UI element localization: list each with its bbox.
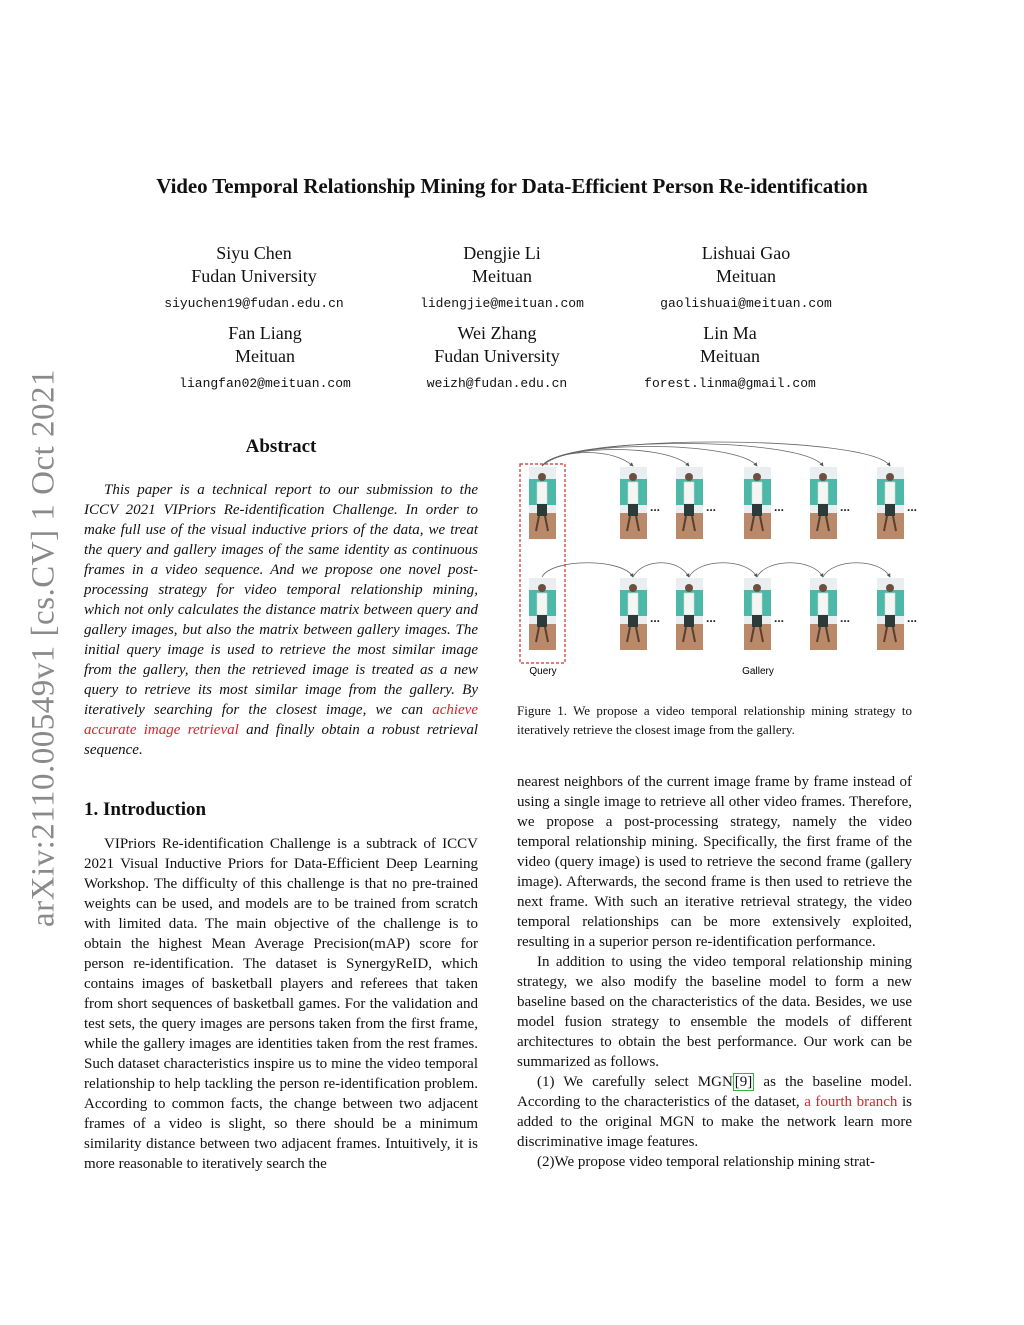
author-email: gaolishuai@meituan.com — [660, 296, 832, 311]
author-affiliation: Meituan — [700, 346, 760, 366]
arxiv-sidebar-id: arXiv:2110.00549v1 [cs.CV] 1 Oct 2021 — [25, 368, 62, 928]
author-block — [600, 322, 860, 391]
ellipsis-marker: ... — [706, 611, 717, 625]
author-email: liangfan02@meituan.com — [179, 376, 351, 391]
intro-paragraph: VIPriors Re-identification Challenge is a subtrack of ICCV 2021 Visual Inductive Priors for Data-Efficient Deep Learning Workshop. The difficulty of this challenge is that no pre-trained weights can be used, and models are to be trained from scratch with limited data. The main objective of the challenge is to obtain the highest Mean Average Precision(mAP) score for person re-identification. The dataset is SynergyReID, which contains images of basketball players and referees that taken from short sequences of basketball games. For the validation and test sets, the query images are persons taken from the first frame, while the gallery images are identities taken from the rest frames. Such dataset characteristics inspire us to mine the video temporal relationship to help tackling the person re-identification problem. According to common facts, the change between two adjacent frames of a video is slight, so there should be a minimum similarity distance between two adjacent frames. Intuitively, it is more reasonable to iteratively search the — [84, 836, 478, 1172]
query-frame — [529, 467, 556, 539]
retrieval-arrow — [823, 563, 890, 577]
author-name: Fan Liang — [228, 323, 302, 343]
ellipsis-marker: ... — [840, 500, 851, 514]
retrieval-arrow — [542, 450, 689, 467]
author-block — [135, 322, 395, 391]
query-label: Query — [529, 666, 557, 677]
retrieval-arrow — [542, 563, 633, 577]
author-name: Siyu Chen — [216, 243, 292, 263]
ellipsis-marker: ... — [706, 500, 717, 514]
gallery-frame — [620, 467, 647, 539]
intro-paragraph: In addition to using the video temporal relationship mining strategy, we also modify the baseline model to form a new baseline based on the characteristics of the data. Besides, we use model fusion strategy to ensemble the models of different architectures to obtain the best performance. Our work can be summarized as follows. — [517, 954, 912, 1070]
citation-link[interactable]: [9] — [734, 1074, 753, 1090]
abstract-body — [84, 480, 478, 760]
retrieval-arrows-bottom — [542, 563, 890, 577]
retrieval-arrow — [542, 444, 823, 467]
author-block — [367, 322, 627, 391]
contribution-highlight: a fourth branch — [804, 1094, 898, 1110]
intro-paragraph-continued: nearest neighbors of the current image frame by frame instead of using a single image to retrieve all other video frames. Therefore, we propose a post-processing strategy, namely the video temporal relationship mining. Specifically, the first frame of the video (query image) is used to retrieve the second frame (gallery image). Afterwards, the second frame is then used to retrieve the next frame. With such an iterative retrieval strategy, the video temporal relationships can be more extensively exploited, resulting in a superior person re-identification performance. — [517, 774, 912, 950]
gallery-frame — [810, 578, 837, 650]
ellipsis-marker: ... — [907, 611, 918, 625]
author-name: Dengjie Li — [463, 243, 541, 263]
ellipsis-marker: ... — [907, 500, 918, 514]
author-email: lidengjie@meituan.com — [420, 296, 584, 311]
author-email: siyuchen19@fudan.edu.cn — [164, 296, 344, 311]
figure-1-diagram — [515, 430, 918, 682]
ellipsis-marker: ... — [650, 500, 661, 514]
gallery-frame — [744, 578, 771, 650]
intro-column-right — [517, 772, 912, 1172]
author-affiliation: Meituan — [235, 346, 295, 366]
retrieval-arrow — [542, 442, 890, 466]
gallery-frame — [620, 578, 647, 650]
intro-column-left — [84, 834, 478, 1174]
author-affiliation: Fudan University — [434, 346, 560, 366]
author-affiliation: Fudan University — [191, 266, 317, 286]
gallery-frame — [676, 467, 703, 539]
contribution-text: (1) We carefully select MGN — [537, 1074, 733, 1090]
contribution-text: as the baseline model. According to the characteristics of the dataset, — [517, 1074, 912, 1110]
abstract-text-end: and finally obtain a robust retrieval sequence. — [84, 722, 479, 758]
author-affiliation: Meituan — [716, 266, 776, 286]
retrieval-arrow — [633, 563, 689, 577]
ellipsis-marker: ... — [840, 611, 851, 625]
author-name: Lin Ma — [703, 323, 757, 343]
query-frame — [529, 578, 556, 650]
retrieval-arrow — [757, 563, 823, 577]
author-block — [616, 242, 876, 311]
gallery-frame — [877, 467, 904, 539]
author-affiliation: Meituan — [472, 266, 532, 286]
author-name: Wei Zhang — [457, 323, 537, 343]
ellipsis-marker: ... — [774, 611, 785, 625]
retrieval-arrows-top — [542, 442, 890, 466]
gallery-label: Gallery — [742, 666, 774, 677]
paper-title: Video Temporal Relationship Mining for Data-Efficient Person Re-identification — [156, 174, 868, 198]
abstract-highlight: achieve accurate image retrieval — [84, 702, 478, 738]
ellipsis-marker: ... — [774, 500, 785, 514]
figure-1-caption: Figure 1. We propose a video temporal relationship mining strategy to iteratively retrieve the closest image from the gallery. — [517, 703, 912, 737]
author-block — [124, 242, 384, 311]
author-email: weizh@fudan.edu.cn — [426, 376, 568, 391]
author-email: forest.linma@gmail.com — [644, 376, 816, 391]
gallery-frame — [810, 467, 837, 539]
gallery-frame — [877, 578, 904, 650]
retrieval-arrow — [689, 563, 757, 577]
contribution-text: is added to the original MGN to make the network learn more discriminative image features. — [517, 1094, 912, 1150]
author-block — [372, 242, 632, 311]
retrieval-arrow — [542, 447, 757, 467]
intro-paragraph-contribution-1 — [517, 1072, 912, 1152]
ellipsis-marker: ... — [650, 611, 661, 625]
author-name: Lishuai Gao — [701, 243, 791, 263]
gallery-frame — [676, 578, 703, 650]
gallery-frame — [744, 467, 771, 539]
abstract-text: This paper is a technical report to our submission to the ICCV 2021 VIPriors Re-identification Challenge. In order to make full use of the visual inductive priors of the data, we treat the query and gallery images of the same identity as continuous frames in a video sequence. And we propose one novel post-processing strategy for video temporal relationship mining, which not only calculates the distance matrix between query and gallery images, but also the matrix between gallery images. The initial query image is used to retrieve the most similar image from the gallery, then the retrieved image is treated as a new query to retrieve its most similar image from the gallery. By iteratively searching for the closest image, we can — [84, 482, 478, 718]
intro-heading: 1. Introduction — [84, 799, 207, 820]
intro-paragraph-contribution-2: (2)We propose video temporal relationship mining strat- — [537, 1154, 875, 1170]
abstract-heading: Abstract — [245, 436, 317, 457]
